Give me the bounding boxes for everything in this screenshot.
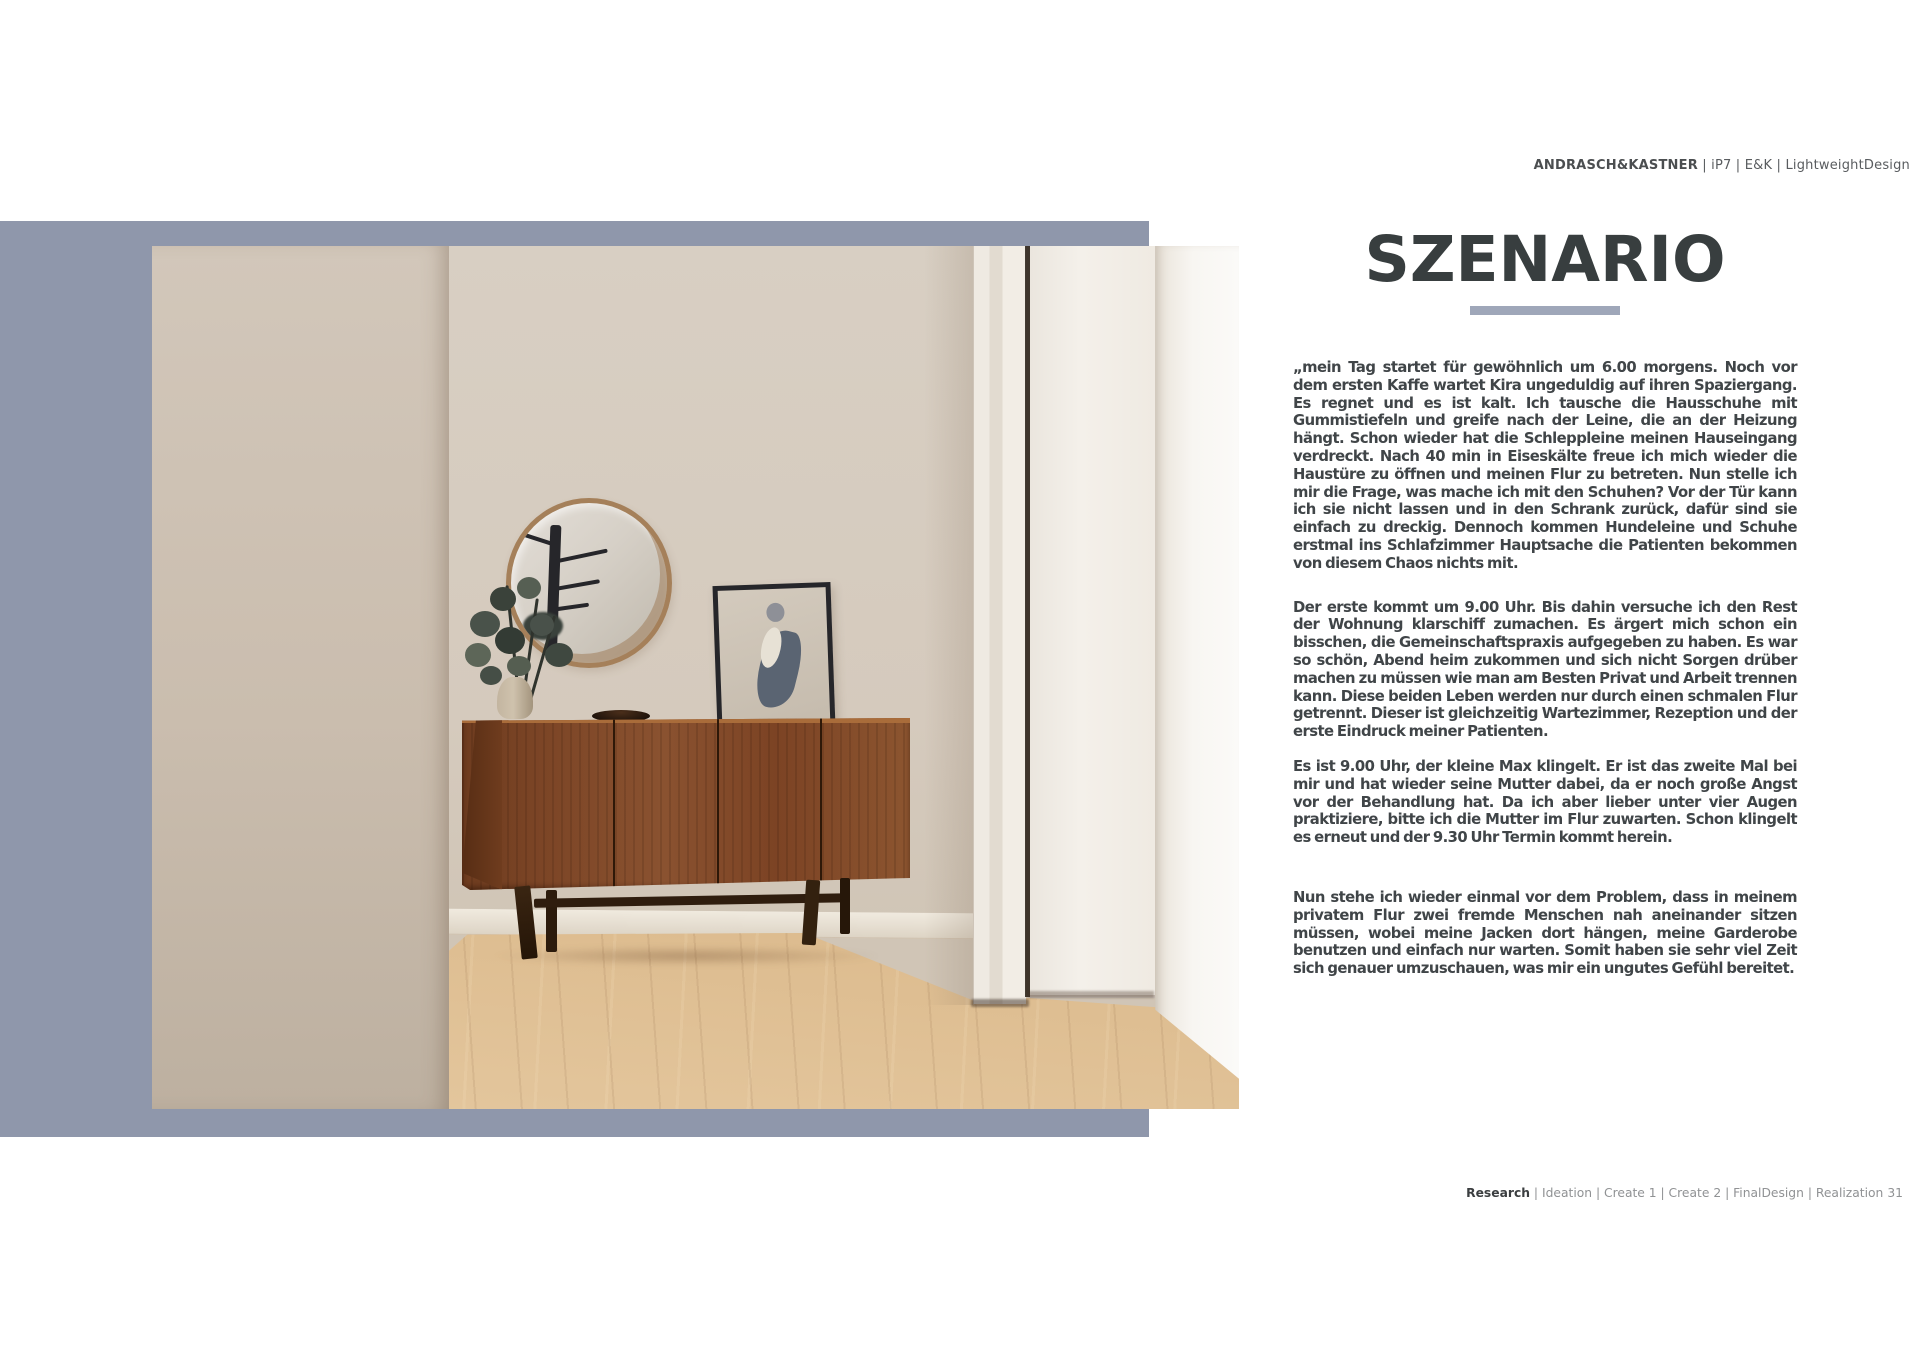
- photo-right-wall: [1155, 246, 1239, 1109]
- scenario-paragraph: Nun stehe ich wieder einmal vor dem Problem, dass in meinem privatem Flur zwei fremde Menschen nah aneinander sitzen müssen, wobei meine Jacken dort hängen, meine Garderobe benutzen und einfach nur warten. Somit haben sie sehr viel Zeit sich genauer umzuschauen, was mir ein ungutes Gefühl bereitet.: [1293, 888, 1797, 978]
- photo-sideboard-leg: [840, 878, 850, 934]
- title-block: [1293, 223, 1797, 315]
- photo-left-wall: [152, 246, 449, 1109]
- photo-framed-art-print: [712, 582, 835, 732]
- scenario-paragraph: „mein Tag startet für gewöhnlich um 6.00 morgens. Noch vor dem ersten Kaffe wartet Kira ungeduldig auf ihren Spaziergang. Es regnet und es ist kalt. Ich tausche die Hausschuhe mit Gummistiefeln und greife nach der Leine, die an der Heizung hängt. Schon wieder hat die Schleppleine meinen Hauseingang verdreckt. Nach 40 min in Eiseskälte freue ich mich wieder die Haustüre zu öffnen und meinen Flur zu betreten. Nun stelle ich mir die Frage, was mache ich mit den Schuhen? Vor der Tür kann ich sie nicht lassen und in den Schrank zurück, dafür sind sie einfach zu dreckig. Dennoch kommen Hundeleine und Schuhe erstmal ins Schlafzimmer Hauptsache die Patienten bekommen von diesem Chaos nichts mit.: [1293, 359, 1797, 572]
- photo-coat-rack-branch: [555, 549, 608, 564]
- studio-name: ANDRASCH&KASTNER: [1533, 158, 1698, 173]
- photo-corner-shadow: [924, 246, 973, 1005]
- page-title: SZENARIO: [1364, 223, 1726, 296]
- page-number: 31: [1887, 1186, 1903, 1200]
- photo-open-door: [1030, 246, 1156, 998]
- header-meta: [1534, 158, 1910, 173]
- scenario-paragraph: Es ist 9.00 Uhr, der kleine Max klingelt. Er ist das zweite Mal bei mir und hat wieder seine Mutter dabei, da er noch große Angst vor der Behandlung hat. Da ich aber lieber unter vier Augen praktiziere, bitte ich die Mutter im Flur zuwarten. Schon klingelt es erneut und der 9.30 Uhr Termin kommt herein.: [1293, 757, 1797, 847]
- scenario-text-column: [1293, 359, 1797, 978]
- breadcrumb-phases: | Ideation | Create 1 | Create 2 | FinalDesign | Realization: [1530, 1186, 1884, 1200]
- photo-walnut-sideboard: [462, 718, 910, 890]
- photo-ceramic-vase: [497, 677, 533, 719]
- hallway-photo: [152, 246, 1239, 1109]
- photo-door-frame: [973, 246, 1026, 1004]
- photo-sideboard-door-seam: [820, 718, 822, 890]
- breadcrumb-active-phase: Research: [1466, 1186, 1530, 1200]
- scenario-paragraph: Der erste kommt um 9.00 Uhr. Bis dahin versuche ich den Rest der Wohnung klarschiff zumachen. Es ärgert mich schon ein bisschen, die Gemeinschaftspraxis aufgegeben zu haben. Es war so schön, Abend heim zukommen und sich nicht Sorgen drüber machen zu müssen wie man am Besten Privat und Arbeit trennen kann. Diese beiden Leben werden nur durch einen schmalen Flur getrennt. Dieser ist gleichzeitig Wartezimmer, Rezeption und der erste Eindruck meiner Patienten.: [1293, 598, 1797, 741]
- photo-art-figure-head: [766, 602, 785, 622]
- photo-sideboard-door-seam: [717, 718, 719, 890]
- process-breadcrumb: [1466, 1186, 1903, 1200]
- header-project-meta: | iP7 | E&K | LightweightDesign: [1697, 158, 1910, 173]
- photo-sideboard-end-panel: [462, 718, 502, 890]
- photo-door-frame-base-shadow: [971, 999, 1030, 1008]
- title-underline-bar: [1470, 306, 1620, 315]
- photo-door-threshold-shadow: [1028, 991, 1154, 998]
- photo-sideboard-door-seam: [613, 718, 615, 890]
